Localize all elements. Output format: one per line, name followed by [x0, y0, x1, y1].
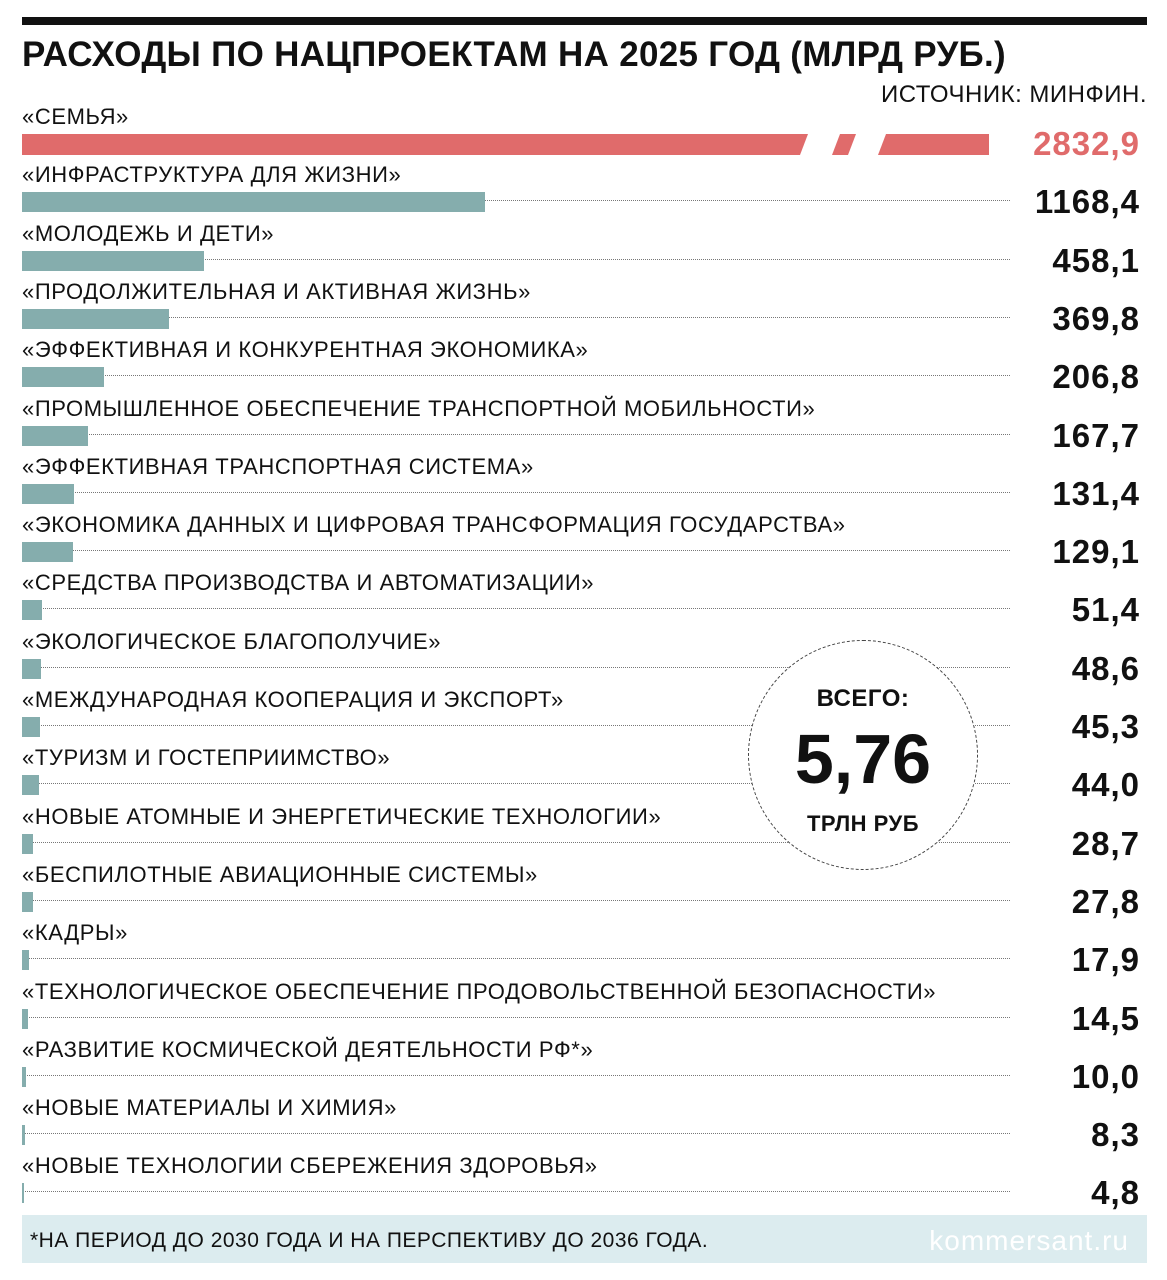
bar-value-label: 458,1: [1052, 241, 1140, 279]
bar-row: [0, 1095, 1167, 1153]
bar: [22, 1183, 24, 1203]
leader-line: [22, 550, 1010, 551]
leader-line: [22, 375, 1010, 376]
bar-category-label: «РАЗВИТИЕ КОСМИЧЕСКОЙ ДЕЯТЕЛЬНОСТИ РФ*»: [22, 1036, 594, 1062]
bar-value-label: 2832,9: [1033, 125, 1140, 162]
bar-row: [0, 570, 1167, 628]
bar-segment: [22, 134, 808, 155]
bar: [22, 367, 104, 387]
bar-value-label: 28,7: [1071, 824, 1140, 862]
bar: [22, 1125, 25, 1145]
bar-category-label: «ЭФФЕКТИВНАЯ ТРАНСПОРТНАЯ СИСТЕМА»: [22, 453, 534, 479]
leader-line: [22, 434, 1010, 435]
leader-line: [22, 900, 1010, 901]
bar-row: [0, 1037, 1167, 1095]
bar-category-label: «СРЕДСТВА ПРОИЗВОДСТВА И АВТОМАТИЗАЦИИ»: [22, 570, 595, 596]
bar: [22, 950, 29, 970]
bar-row: [0, 512, 1167, 570]
bar-broken: [22, 134, 1022, 156]
bar: [22, 309, 169, 329]
bar-category-label: «НОВЫЕ МАТЕРИАЛЫ И ХИМИЯ»: [22, 1095, 397, 1121]
bar-value-label: 44,0: [1071, 766, 1140, 804]
footnote: *НА ПЕРИОД ДО 2030 ГОДА И НА ПЕРСПЕКТИВУ ДО 2036 ГОДА.: [30, 1229, 709, 1252]
leader-line: [22, 317, 1010, 318]
bar-segment: [878, 134, 989, 155]
bar-value-label: 27,8: [1071, 882, 1140, 920]
bar-value-label: 131,4: [1052, 474, 1140, 512]
leader-line: [22, 1133, 1010, 1134]
leader-line: [22, 492, 1010, 493]
total-label: ВСЕГО:: [816, 685, 910, 712]
bar-value-label: 10,0: [1071, 1057, 1140, 1095]
bar: [22, 542, 73, 562]
bar-value-label: 4,8: [1091, 1174, 1140, 1212]
total-value: 5,76: [794, 720, 932, 798]
watermark: kommersant.ru: [929, 1225, 1129, 1256]
bar: [22, 192, 485, 212]
bar-category-label: «МОЛОДЕЖЬ И ДЕТИ»: [22, 220, 275, 246]
bar-value-label: 17,9: [1071, 941, 1140, 979]
bar: [22, 484, 74, 504]
bar: [22, 892, 33, 912]
bar-row: [0, 629, 1167, 687]
bar-category-label: «НОВЫЕ АТОМНЫЕ И ЭНЕРГЕТИЧЕСКИЕ ТЕХНОЛОГИИ»: [22, 803, 662, 829]
bar-category-label: «ПРОМЫШЛЕННОЕ ОБЕСПЕЧЕНИЕ ТРАНСПОРТНОЙ МОБИЛЬНОСТИ»: [22, 395, 816, 421]
bar-value-label: 206,8: [1052, 358, 1140, 396]
bar-category-label: «БЕСПИЛОТНЫЕ АВИАЦИОННЫЕ СИСТЕМЫ»: [22, 861, 538, 887]
bar-category-label: «ТЕХНОЛОГИЧЕСКОЕ ОБЕСПЕЧЕНИЕ ПРОДОВОЛЬСТВЕННОЙ БЕЗОПАСНОСТИ»: [22, 978, 937, 1004]
bar-value-label: 167,7: [1052, 416, 1140, 454]
bar-row: [0, 279, 1167, 337]
bar-category-label: «МЕЖДУНАРОДНАЯ КООПЕРАЦИЯ И ЭКСПОРТ»: [22, 687, 564, 712]
bar-segment: [832, 134, 856, 155]
bar-value-label: 51,4: [1071, 591, 1140, 629]
bar-category-label: «КАДРЫ»: [22, 920, 128, 946]
bar-value-label: 129,1: [1052, 533, 1140, 571]
bar-row: [0, 104, 1167, 162]
bar: [22, 659, 41, 679]
bar: [22, 600, 42, 620]
bar: [22, 426, 88, 446]
bar-row: [0, 687, 1167, 745]
bar-value-label: 1168,4: [1034, 183, 1140, 221]
bar: [22, 1009, 28, 1029]
bar: [22, 834, 33, 854]
leader-line: [22, 608, 1010, 609]
bar-row: [0, 162, 1167, 220]
bar-row: [0, 1153, 1167, 1211]
bar-row: [0, 396, 1167, 454]
bar-row: [0, 920, 1167, 978]
leader-line: [22, 1017, 1010, 1018]
bar-value-label: 48,6: [1071, 649, 1140, 687]
total-callout: [748, 640, 978, 870]
bar-row: [0, 221, 1167, 279]
bar-row: [0, 337, 1167, 395]
bar-value-label: 369,8: [1052, 299, 1140, 337]
bar: [22, 775, 39, 795]
bar-row: [0, 804, 1167, 862]
bar-row: [0, 745, 1167, 803]
footer-band: [22, 1215, 1147, 1263]
leader-line: [22, 1191, 1010, 1192]
leader-line: [22, 958, 1010, 959]
bar-category-label: «ПРОДОЛЖИТЕЛЬНАЯ И АКТИВНАЯ ЖИЗНЬ»: [22, 278, 532, 304]
bar: [22, 1067, 26, 1087]
bar-value-label: 8,3: [1091, 1116, 1140, 1154]
bar-row: [0, 862, 1167, 920]
source-note: ИСТОЧНИК: МИНФИН.: [881, 81, 1147, 108]
bar-category-label: «СЕМЬЯ»: [22, 104, 129, 129]
bar-value-label: 14,5: [1071, 999, 1140, 1037]
bar-row: [0, 454, 1167, 512]
bar-row: [0, 979, 1167, 1037]
bar-category-label: «ТУРИЗМ И ГОСТЕПРИИМСТВО»: [22, 745, 391, 771]
bar-category-label: «НОВЫЕ ТЕХНОЛОГИИ СБЕРЕЖЕНИЯ ЗДОРОВЬЯ»: [22, 1153, 598, 1179]
bar: [22, 717, 40, 737]
bar-value-label: 45,3: [1071, 708, 1140, 745]
chart-title: РАСХОДЫ ПО НАЦПРОЕКТАМ НА 2025 ГОД (МЛРД РУБ.): [22, 35, 1006, 74]
bar: [22, 251, 204, 271]
bar-category-label: «ИНФРАСТРУКТУРА ДЛЯ ЖИЗНИ»: [22, 162, 402, 188]
leader-line: [22, 1075, 1010, 1076]
total-unit: ТРЛН РУБ: [806, 811, 920, 836]
bar-category-label: «ЭКОНОМИКА ДАННЫХ И ЦИФРОВАЯ ТРАНСФОРМАЦИЯ ГОСУДАРСТВА»: [22, 512, 846, 538]
bar-category-label: «ЭКОЛОГИЧЕСКОЕ БЛАГОПОЛУЧИЕ»: [22, 628, 442, 654]
bar-category-label: «ЭФФЕКТИВНАЯ И КОНКУРЕНТНАЯ ЭКОНОМИКА»: [22, 337, 589, 363]
